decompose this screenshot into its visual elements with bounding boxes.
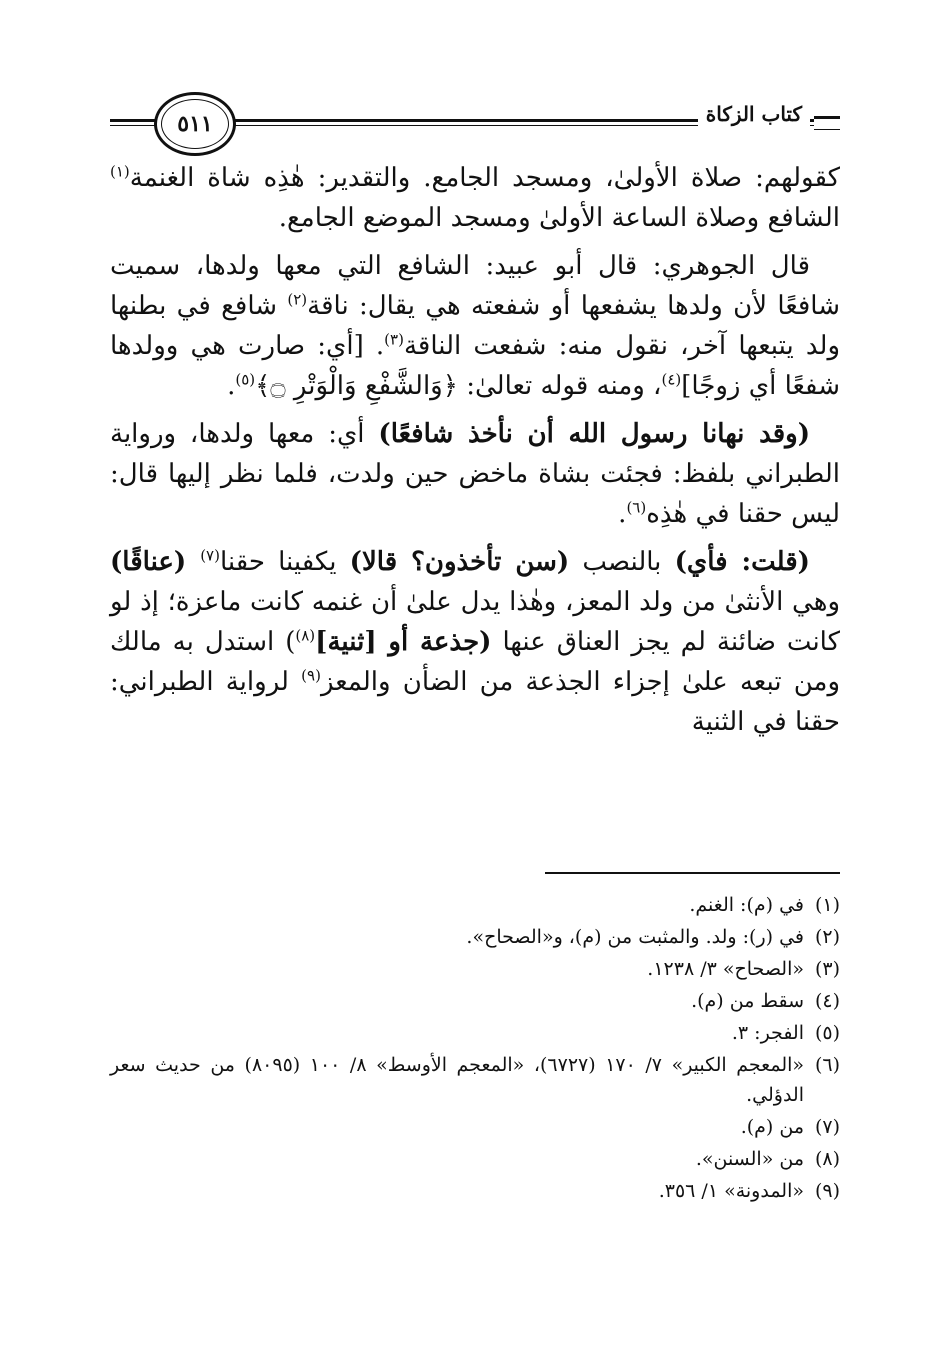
page-number-badge <box>154 92 236 156</box>
footnote-text: «المعجم الكبير» ٧/ ١٧٠ (٦٧٢٧)، «المعجم الأوسط» ٨/ ١٠٠ (٨٠٩٥) من حديث سعر الدؤلي. <box>110 1054 805 1106</box>
footnote-number: (٣) <box>814 958 840 980</box>
page-number: ٥١١ <box>177 111 213 137</box>
matn-text: (وقد نهانا رسول الله أن نأخذ شافعًا) <box>378 419 810 449</box>
text-run: وهي الأنثىٰ من ولد المعز، وهٰذا يدل علىٰ أن غنمه كانت ماعزة؛ إذ لو كانت ضائنة لم يجز العناق عنها <box>110 587 840 657</box>
footnote-text: من (م). <box>740 1116 804 1138</box>
footnote-number: (٦) <box>814 1054 840 1076</box>
quran-quote: ، ومنه قوله تعالىٰ: ﴿وَالشَّفْعِ وَالْوَتْرِ ۝﴾ <box>255 371 662 401</box>
matn-text: (سن تأخذون؟ قالا) <box>349 547 570 577</box>
header-dash <box>814 116 840 130</box>
footnote-number: (٢) <box>814 926 840 948</box>
text-run: شافع في بطنها ولد يتبعها آخر، نقول منه: شفعت الناقة <box>110 291 840 361</box>
footnote-item <box>110 1112 840 1142</box>
footnote-item <box>110 1144 840 1174</box>
text-run: كقولهم: صلاة الأولىٰ، ومسجد الجامع. والتقدير: هٰذِه شاة الغنمة <box>129 163 840 193</box>
text-run: . [أي: صارت هي وولدها شفعًا أي زوجًا] <box>110 331 840 401</box>
main-text <box>110 158 840 750</box>
footnote-number: (٩) <box>814 1180 840 1202</box>
footnote-item <box>110 1050 840 1110</box>
footnote-separator <box>545 872 840 874</box>
paragraph-1 <box>110 158 840 238</box>
footnote-ref: (٣) <box>384 330 404 349</box>
matn-text: (قلت: فأي) <box>674 547 810 577</box>
footnote-item <box>110 1018 840 1048</box>
text-run: قال الجوهري: قال أبو عبيد: الشافع التي معها ولدها، سميت شافعًا لأن ولدها يشفعها أو شفعته هي يقال: ناقة <box>110 251 840 321</box>
footnote-text: سقط من (م). <box>691 990 804 1012</box>
footnote-number: (١) <box>814 894 840 916</box>
footnote-ref: (١) <box>110 162 130 181</box>
text-run: . <box>618 499 627 529</box>
footnote-item <box>110 1176 840 1206</box>
text-run: بالنصب <box>569 547 675 577</box>
footnote-text: الفجر: ٣. <box>731 1022 804 1044</box>
footnote-text: في (م): الغنم. <box>689 894 804 916</box>
text-run: ) استدل به مالك ومن تبعه علىٰ إجزاء الجذعة من الضأن والمعز <box>110 627 841 697</box>
text-run: لرواية الطبراني: حقنا في الثنية <box>110 667 840 737</box>
footnote-ref: (٢) <box>287 290 308 309</box>
text-run: يكفينا حقنا <box>219 547 350 577</box>
text-run: الشافع وصلاة الساعة الأولىٰ ومسجد الموضع الجامع. <box>278 203 840 233</box>
paragraph-4 <box>110 542 840 742</box>
footnote-item <box>110 890 840 920</box>
footnote-number: (٥) <box>814 1022 840 1044</box>
page-header <box>110 92 840 156</box>
matn-text: (جذعة أو [ثنية] <box>315 627 492 657</box>
running-title: كتاب الزكاة <box>698 102 810 126</box>
footnote-number: (٨) <box>814 1148 840 1170</box>
footnote-number: (٧) <box>814 1116 840 1138</box>
footnote-text: في (ر): ولد. والمثبت من (م)، و«الصحاح». <box>466 926 804 948</box>
footnote-ref: (٤) <box>661 370 682 389</box>
text-run: . <box>227 371 236 401</box>
text-run: أي: معها ولدها، ورواية الطبراني بلفظ: فجئت بشاة ماخض حين ولدت، فلما نظر إليها قال: ليس حقنا في هٰذِه <box>110 419 840 529</box>
footnote-ref: (٩) <box>301 666 321 685</box>
footnote-number: (٤) <box>814 990 840 1012</box>
footnote-text: «الصحاح» ٣/ ١٢٣٨. <box>647 958 804 980</box>
footnotes <box>110 890 840 1208</box>
footnote-ref: (٧) <box>200 546 220 565</box>
footnote-item <box>110 986 840 1016</box>
footnote-ref: (٦) <box>626 498 647 517</box>
footnote-text: «المدونة» ١/ ٣٥٦. <box>658 1180 804 1202</box>
footnote-item <box>110 954 840 984</box>
paragraph-3 <box>110 414 840 534</box>
matn-text: (عناقًا) <box>110 547 201 577</box>
footnote-item <box>110 922 840 952</box>
footnote-text: من «السنن». <box>695 1148 804 1170</box>
paragraph-2 <box>110 246 840 406</box>
footnote-ref: (٨) <box>295 626 316 645</box>
footnote-ref: (٥) <box>235 370 256 389</box>
